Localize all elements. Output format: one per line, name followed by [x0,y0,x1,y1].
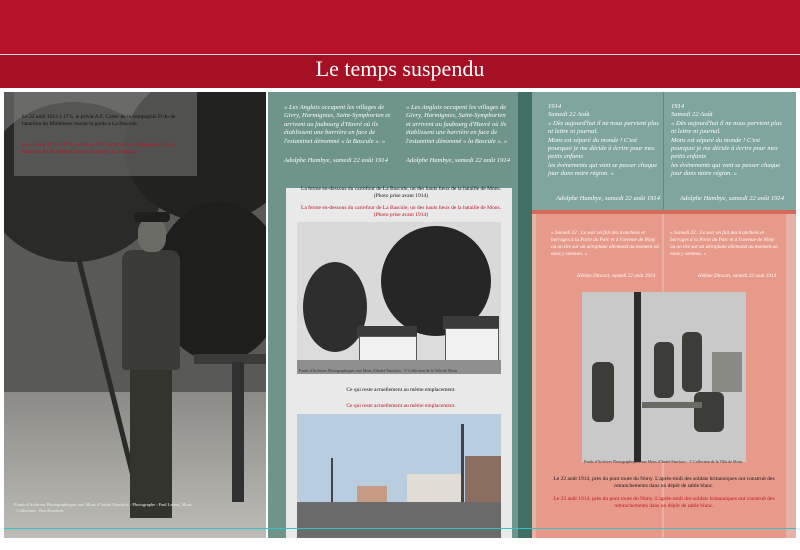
panel-stripe [518,92,532,538]
soldier-shape [592,362,614,422]
photo-credit: Fonds d'Archives Photographiques aux Mons d'André Fauchois · © Collection de la Ville de Mons [299,368,458,373]
modern-photo [297,414,501,538]
diary-fr: 1914 Samedi 22 Août « Dès aujourd'hui il ne nous parvient plus ni lettre ni journal. Mons est séparé du monde ! C'est pourquoi je me décide à écrire pour mes petits enfants les événements qui vont se passer chaque jour dans notre région. » [548,103,659,178]
now-caption-en: Ce qui reste actuellement au même emplacement. [346,403,456,409]
now-caption-fr: Ce qui reste actuellement au même emplacement. [346,387,456,393]
diary-en: 1914 Samedi 22 Août « Dès aujourd'hui il ne nous parvient plus ni lettre ni journal. Mons est séparé du monde ! C'est pourquoi je me décide à écrire pour mes petits enfants les événements qui vont se passer chaque jour dans notre région. » [671,103,782,178]
page-title: Le temps suspendu [315,56,485,81]
barricade-shape [712,352,742,392]
caption-overlay [14,92,197,176]
road-shape [297,502,501,538]
photo-credit: Fonds d'Archives Photographiques aux Mons d'André Fauchois · Photographe : Paul Lebon, Mons · Collection : Nos Bourbon [14,502,192,513]
building-shape [407,474,463,504]
farm-photo [297,222,501,374]
log-shape [642,402,702,408]
pole-shape [634,292,641,462]
trench-quote-signature: Hélène Dincart, samedi 22 août 1914 [698,273,777,279]
building-shape [465,456,501,504]
soldier-shape [654,342,674,398]
fence-shape [194,354,266,364]
soldier-caption-en: Le 22 août 1914 à 17 h, le privat A.F. Carter de la compagnie D du 4e bataillon du Middlesex monte la garde à La Bascule. [22,142,176,155]
soldier-shape [682,332,702,392]
trench-caption-en: Le 22 août 1914, près du pont route du Nimy. L'après-midi des soldats britanniques ont construit des retranchements dans un dépôt de sable blanc. [553,496,775,509]
quote-en: « Les Anglais occupent les villages de Givry, Harmignies, Saint-Symphorien et arrivent au faubourg d'Havré où ils établissent une barrière en face de l'estaminet dénommé « la Bascule ». » [406,104,508,145]
farm-caption-fr: La ferme en-dessous du carrefour de La Bascule, un des hauts lieux de la bataille de Mons. (Photo prise avant 1914) [300,186,502,199]
quote-fr: « Les Anglais occupent les villages de Givry, Harmignies, Saint-Symphorien et arrivent au faubourg d'Havré où ils établissent une barrière en face de l'estaminet dénommé « la Bascule ». » [284,104,391,145]
tree-shape [303,262,367,352]
trench-quote-en: « Samedi 22 : Le soir on fait des tranchées et barrages à la Porte du Parc et à l'avenue de Nimy où on tire sur un aéroplane allemand au moment où nous y sommes. » [670,230,778,257]
pole-shape [331,458,333,506]
soldier-body-shape [122,250,180,370]
diary-signature: Adolphe Hambye, samedi 22 août 1914 [556,195,661,202]
house-shape [359,336,417,362]
quote-signature: Adolphe Hambye, samedi 22 août 1914 [406,157,511,164]
trench-quote-fr: « Samedi 22 : Le soir on fait des tranchées et barrages à la Porte du Parc et à l'avenue de Nimy où on tire sur un aéroplane allemand au moment où nous y sommes. » [551,230,659,257]
photo-credit: Fonds d'Archives Photographiques aux Mons d'André Fauchois · © Collection de la Ville de Mons [584,459,743,464]
trench-quote-signature: Hélène Dincart, samedi 22 août 1914 [577,273,656,279]
farm-caption-en: La ferme en-dessous du carrefour de La Bascule, un des hauts lieux de la bataille de Mons. (Photo prise avant 1914) [300,205,502,218]
post-shape [232,362,244,502]
trench-photo [582,292,746,462]
quote-signature: Adolphe Hambye, samedi 22 août 1914 [284,157,389,164]
soldier-caption-fr: Le 22 août 1914 à 17 h, le privat A.F. Carter de la compagnie D du 4e bataillon du Middlesex monte la garde à La Bascule. [22,114,176,127]
soldier-shape [694,392,724,432]
diary-signature: Adolphe Hambye, samedi 22 août 1914 [680,195,785,202]
house-shape [445,328,499,362]
soldier-legs-shape [130,368,172,518]
soldier-head-shape [138,218,166,252]
bottom-guide-line [4,528,796,529]
top-red-band [0,0,800,54]
pole-shape [461,424,464,504]
trench-caption-fr: Le 22 août 1914, près du pont route du Nimy. L'après-midi des soldats britanniques ont construit des retranchements dans un dépôt de sable blanc. [553,476,775,489]
column-divider [663,92,664,210]
soldier-cap-shape [134,212,170,222]
